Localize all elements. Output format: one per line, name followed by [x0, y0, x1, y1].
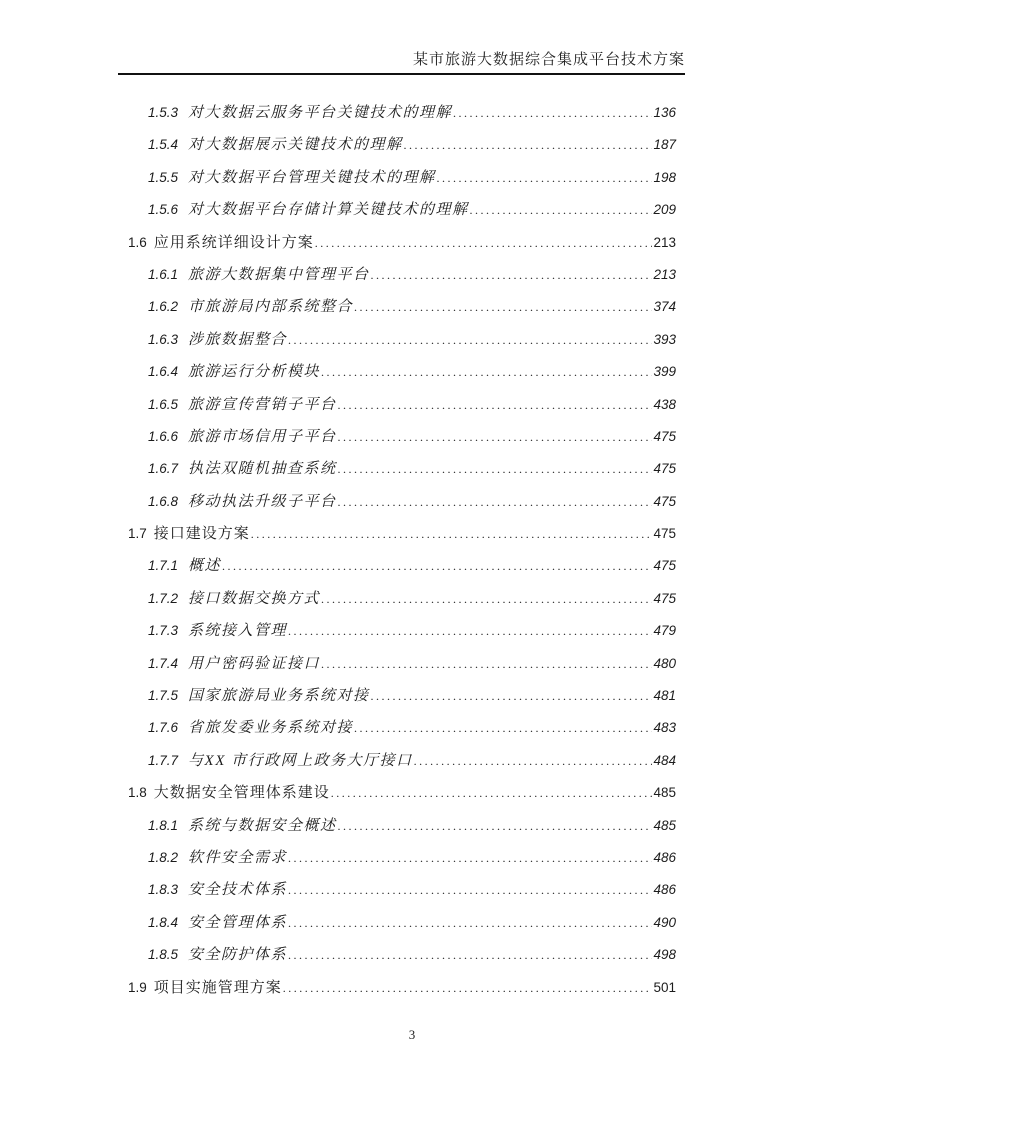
toc-entry[interactable]	[128, 963, 676, 995]
page-footer	[127, 1026, 697, 1044]
table-of-contents	[128, 88, 676, 995]
toc-entry-title: 旅游市场信用子平台	[188, 428, 337, 445]
toc-entry-page: 198	[653, 169, 676, 185]
toc-entry-page: 475	[653, 461, 676, 477]
toc-entry[interactable]	[128, 88, 676, 120]
toc-entry[interactable]	[128, 865, 676, 897]
toc-entry-page: 486	[653, 849, 676, 865]
toc-entry-number: 1.8.2	[148, 849, 179, 865]
toc-entry-number: 1.5.5	[148, 169, 179, 185]
toc-entry-number: 1.6	[128, 234, 147, 250]
toc-entry[interactable]	[128, 477, 676, 509]
toc-entry-title: 接口建设方案	[153, 526, 250, 543]
toc-entry-title: 旅游宣传营销子平台	[188, 396, 337, 413]
toc-entry-title: 与XX 市行政网上政务大厅接口	[188, 752, 413, 769]
toc-entry-page: 136	[653, 105, 676, 120]
toc-entry[interactable]	[128, 120, 676, 152]
toc-leader-dots	[315, 234, 653, 252]
toc-leader-dots	[338, 396, 653, 414]
toc-entry-title: 大数据安全管理体系建设	[153, 785, 330, 802]
toc-entry[interactable]	[128, 930, 676, 962]
toc-leader-dots	[288, 946, 652, 964]
toc-entry-title: 系统与数据安全概述	[188, 817, 337, 834]
toc-entry-page: 498	[653, 947, 676, 963]
toc-entry-page: 486	[653, 882, 676, 898]
toc-leader-dots	[321, 363, 652, 381]
toc-entry[interactable]	[128, 282, 676, 314]
toc-entry[interactable]	[128, 509, 676, 541]
toc-entry-title: 用户密码验证接口	[188, 655, 321, 672]
toc-entry-number: 1.6.5	[148, 396, 179, 412]
toc-entry[interactable]	[128, 801, 676, 833]
toc-leader-dots	[371, 687, 653, 705]
toc-entry-title: 概述	[188, 558, 222, 575]
toc-entry-number: 1.6.4	[148, 364, 179, 380]
toc-entry-number: 1.7	[128, 526, 147, 542]
toc-entry-page: 209	[653, 202, 676, 218]
toc-leader-dots	[354, 298, 652, 316]
toc-entry-number: 1.7.2	[148, 590, 179, 606]
header-rule-divider	[118, 73, 685, 75]
toc-entry-number: 1.9	[128, 979, 147, 995]
toc-entry-page: 475	[653, 493, 676, 509]
toc-entry-page: 393	[653, 331, 676, 347]
toc-entry[interactable]	[128, 153, 676, 185]
toc-leader-dots	[414, 752, 653, 770]
toc-entry-number: 1.7.1	[148, 558, 179, 574]
toc-entry-page: 213	[653, 234, 676, 250]
toc-leader-dots	[321, 655, 652, 673]
toc-entry-title: 软件安全需求	[188, 849, 288, 866]
toc-leader-dots	[288, 331, 652, 349]
toc-entry[interactable]	[128, 606, 676, 638]
toc-entry-number: 1.7.5	[148, 688, 179, 704]
toc-entry-number: 1.5.6	[148, 202, 179, 218]
toc-entry[interactable]	[128, 541, 676, 573]
toc-entry[interactable]	[128, 671, 676, 703]
toc-entry-number: 1.6.6	[148, 428, 179, 444]
toc-entry[interactable]	[128, 833, 676, 865]
toc-entry-number: 1.6.1	[148, 266, 179, 282]
toc-entry-title: 安全技术体系	[188, 882, 288, 899]
toc-entry-page: 475	[653, 590, 676, 606]
toc-entry-title: 移动执法升级子平台	[188, 493, 337, 510]
toc-entry[interactable]	[128, 347, 676, 379]
toc-entry[interactable]	[128, 639, 676, 671]
toc-entry-number: 1.6.3	[148, 331, 179, 347]
toc-entry-page: 485	[653, 785, 676, 801]
toc-entry-page: 187	[653, 137, 676, 153]
toc-entry-number: 1.6.7	[148, 461, 179, 477]
toc-entry[interactable]	[128, 380, 676, 412]
toc-leader-dots	[251, 525, 653, 543]
toc-leader-dots	[354, 719, 652, 737]
header-title: 某市旅游大数据综合集成平台技术方案	[412, 52, 685, 68]
toc-entry-title: 安全管理体系	[188, 914, 288, 931]
toc-entry-number: 1.7.4	[148, 655, 179, 671]
page-header	[118, 50, 685, 75]
toc-entry-title: 旅游大数据集中管理平台	[188, 266, 370, 283]
toc-entry-number: 1.5.4	[148, 137, 179, 153]
toc-leader-dots	[453, 104, 652, 122]
toc-entry-number: 1.5.3	[148, 105, 179, 120]
toc-entry-page: 213	[653, 266, 676, 282]
toc-entry-number: 1.8.3	[148, 882, 179, 898]
toc-entry[interactable]	[128, 315, 676, 347]
toc-entry-title: 涉旅数据整合	[188, 331, 288, 348]
toc-entry-number: 1.6.2	[148, 299, 179, 315]
toc-entry-number: 1.7.3	[148, 623, 179, 639]
toc-entry-page: 399	[653, 364, 676, 380]
toc-entry-title: 系统接入管理	[188, 623, 288, 640]
toc-leader-dots	[222, 557, 652, 575]
toc-leader-dots	[338, 428, 653, 446]
toc-entry[interactable]	[128, 898, 676, 930]
toc-entry-number: 1.8.1	[148, 817, 179, 833]
toc-entry[interactable]	[128, 412, 676, 444]
toc-entry-title: 旅游运行分析模块	[188, 364, 321, 381]
toc-leader-dots	[288, 849, 652, 867]
toc-entry-number: 1.7.6	[148, 720, 179, 736]
toc-entry-title: 对大数据平台存储计算关键技术的理解	[188, 202, 469, 219]
toc-entry[interactable]	[128, 185, 676, 217]
toc-leader-dots	[321, 590, 652, 608]
toc-entry-number: 1.8	[128, 785, 147, 801]
toc-leader-dots	[470, 201, 653, 219]
toc-leader-dots	[283, 979, 653, 997]
toc-entry-title: 对大数据云服务平台关键技术的理解	[188, 105, 453, 121]
toc-entry-title: 市旅游局内部系统整合	[188, 299, 354, 316]
toc-leader-dots	[288, 914, 652, 932]
toc-entry-title: 项目实施管理方案	[153, 979, 282, 996]
toc-entry-page: 481	[653, 688, 676, 704]
toc-entry-number: 1.6.8	[148, 493, 179, 509]
toc-entry-title: 执法双随机抽查系统	[188, 461, 337, 478]
toc-entry[interactable]	[128, 444, 676, 476]
toc-entry[interactable]	[128, 574, 676, 606]
toc-leader-dots	[331, 784, 653, 802]
toc-entry-title: 国家旅游局业务系统对接	[188, 688, 370, 705]
footer-page-number: 3	[408, 1027, 416, 1042]
toc-entry-title: 省旅发委业务系统对接	[188, 720, 354, 737]
toc-leader-dots	[371, 266, 653, 284]
toc-entry-page: 479	[653, 623, 676, 639]
toc-entry-number: 1.8.4	[148, 914, 179, 930]
toc-leader-dots	[338, 460, 653, 478]
toc-leader-dots	[338, 817, 653, 835]
toc-entry-page: 475	[653, 428, 676, 444]
toc-entry-page: 475	[653, 558, 676, 574]
toc-entry[interactable]	[128, 218, 676, 250]
toc-leader-dots	[288, 622, 652, 640]
toc-entry[interactable]	[128, 703, 676, 735]
toc-entry-page: 438	[653, 396, 676, 412]
toc-entry-page: 485	[653, 817, 676, 833]
toc-entry-page: 483	[653, 720, 676, 736]
toc-leader-dots	[404, 136, 653, 154]
toc-entry[interactable]	[128, 250, 676, 282]
toc-entry[interactable]	[128, 768, 676, 800]
toc-entry-page: 501	[653, 979, 676, 995]
toc-entry-page: 484	[653, 752, 676, 768]
toc-entry-page: 374	[653, 299, 676, 315]
toc-entry-page: 475	[653, 526, 676, 542]
toc-entry-page: 490	[653, 914, 676, 930]
toc-entry-number: 1.7.7	[148, 752, 179, 768]
toc-entry-title: 对大数据展示关键技术的理解	[188, 137, 403, 154]
toc-entry-number: 1.8.5	[148, 947, 179, 963]
toc-entry-title: 接口数据交换方式	[188, 590, 321, 607]
toc-entry-title: 对大数据平台管理关键技术的理解	[188, 169, 436, 186]
toc-leader-dots	[437, 169, 653, 187]
toc-entry-title: 应用系统详细设计方案	[153, 234, 314, 251]
toc-leader-dots	[288, 881, 652, 899]
toc-leader-dots	[338, 493, 653, 511]
toc-entry-title: 安全防护体系	[188, 947, 288, 964]
toc-entry[interactable]	[128, 736, 676, 768]
toc-entry-page: 480	[653, 655, 676, 671]
